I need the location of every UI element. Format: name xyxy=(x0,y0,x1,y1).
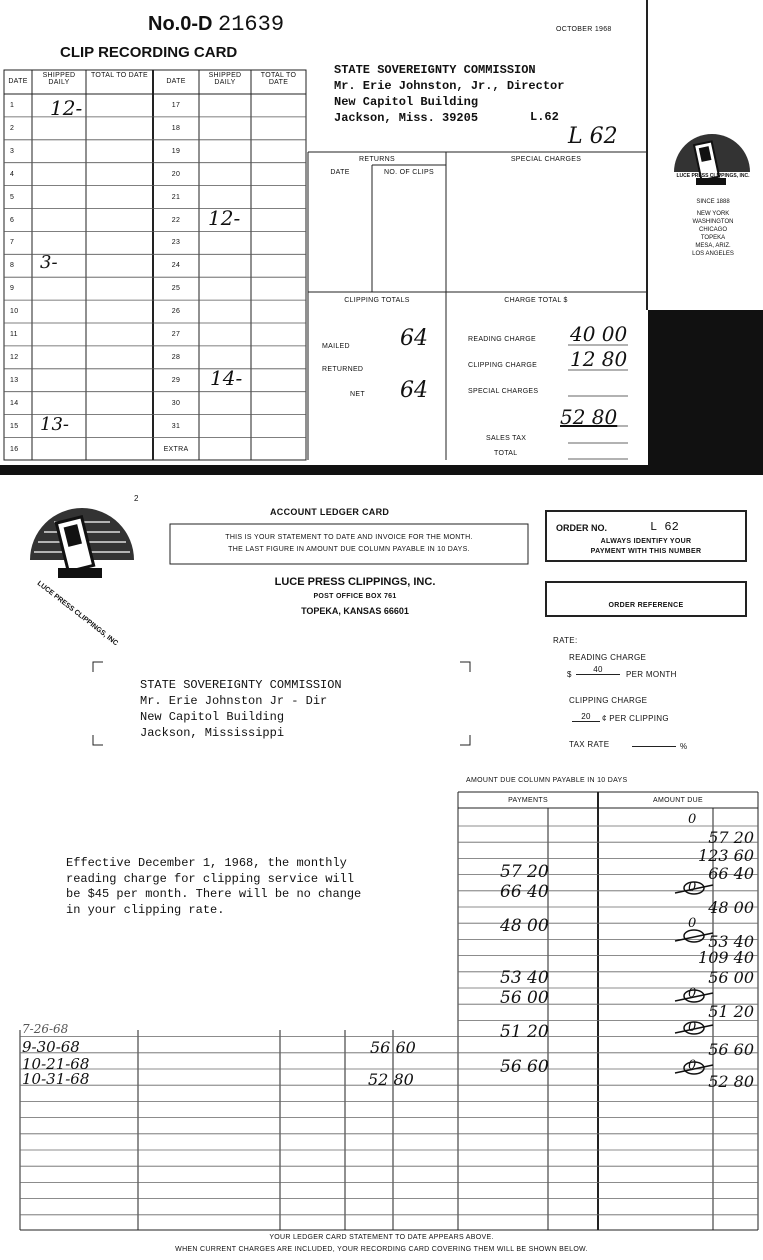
day-number: 2 xyxy=(10,124,15,132)
date-stamp: OCTOBER 1968 xyxy=(556,26,612,33)
rate-label: RATE: xyxy=(553,636,578,645)
order-no-value: L 62 xyxy=(650,520,679,534)
clipping-totals-label: CLIPPING TOTALS xyxy=(344,297,410,304)
rate-reading-label: READING CHARGE xyxy=(569,653,647,662)
day-number: 13 xyxy=(10,376,19,384)
mailed-value: 64 xyxy=(400,326,428,351)
logo-city-1: NEW YORK xyxy=(696,211,730,217)
payment-entry: 48 00 xyxy=(500,916,549,936)
ledger-date-1: 7-26-68 xyxy=(22,1022,69,1036)
net-value: 64 xyxy=(400,378,428,403)
notice-line-4: in your clipping rate. xyxy=(66,902,225,917)
notice-line-2: reading charge for clipping service will xyxy=(66,871,355,886)
rate-change-notice xyxy=(66,856,361,918)
tax-rate-label: TAX RATE xyxy=(569,740,610,749)
payable-note: AMOUNT DUE COLUMN PAYABLE IN 10 DAYS xyxy=(466,777,628,784)
ledger-date-2: 9-30-68 xyxy=(22,1038,80,1056)
address-line-2: Mr. Erie Johnston, Jr., Director xyxy=(334,79,565,93)
rate-reading-dollar: $ xyxy=(567,670,572,679)
logo-city-6: LOS ANGELES xyxy=(692,251,734,257)
day-number: 31 xyxy=(171,422,181,430)
net-label: NET xyxy=(350,391,365,398)
amount-due-entry: 56 60 xyxy=(708,1040,754,1059)
footer-line-2: WHEN CURRENT CHARGES ARE INCLUDED, YOUR RECORDING CARD COVERING THEM WILL BE SHOWN BELOW. xyxy=(175,1246,588,1253)
day-number: 21 xyxy=(171,193,181,201)
returns-label: RETURNS xyxy=(359,156,395,163)
day-number: 27 xyxy=(171,331,181,338)
order-reference-label: ORDER REFERENCE xyxy=(608,602,684,609)
amount-due-entry: 0 xyxy=(688,812,697,827)
col-shipped-right: SHIPPED DAILY xyxy=(208,72,242,86)
statement-line-2: THE LAST FIGURE IN AMOUNT DUE COLUMN PAYABLE IN 10 DAYS. xyxy=(228,546,470,553)
day-number: 28 xyxy=(171,353,181,361)
day-number: 17 xyxy=(171,102,181,109)
day-number: 6 xyxy=(10,216,15,224)
col-date-left: DATE xyxy=(8,78,28,85)
clip-card-code: L.62 xyxy=(530,110,559,124)
amount-due-entry: 48 00 xyxy=(708,898,754,917)
clipping-charge-label: CLIPPING CHARGE xyxy=(468,362,538,369)
payment-entry: 51 20 xyxy=(500,1022,549,1042)
logo-city-5: MESA, ARIZ. xyxy=(695,243,731,249)
col-shipped-left: SHIPPED DAILY xyxy=(42,72,76,86)
page-number: 2 xyxy=(134,494,139,503)
address-line-3: New Capitol Building xyxy=(334,95,479,109)
day-number: 8 xyxy=(10,262,15,270)
rate-clipping-value: 20 xyxy=(572,712,600,722)
ledger-date-4: 10-31-68 xyxy=(22,1070,90,1088)
amount-due-entry: 123 60 xyxy=(698,846,754,865)
col-total-right: TOTAL TO DATE xyxy=(260,72,297,86)
day-number: 20 xyxy=(171,170,181,178)
day-number: 23 xyxy=(171,239,181,247)
day-number: 18 xyxy=(171,124,181,132)
notice-line-1: Effective December 1, 1968, the monthly xyxy=(66,856,347,870)
amount-due-entry: 0 xyxy=(688,880,697,895)
day-number: 7 xyxy=(10,239,15,247)
logo-ledger xyxy=(30,508,134,578)
address-line-4: Jackson, Miss. 39205 xyxy=(334,111,479,125)
po-box: POST OFFICE BOX 761 xyxy=(313,593,397,600)
payment-entry: 66 40 xyxy=(500,882,549,902)
notice-line-3: be $45 per month. There will be no change xyxy=(66,887,362,901)
day-number: 12 xyxy=(10,353,19,361)
mailed-label: MAILED xyxy=(322,343,350,350)
entry-day-1: 12- xyxy=(50,96,83,120)
total-label: TOTAL xyxy=(494,450,518,457)
payments-header: PAYMENTS xyxy=(508,797,548,804)
card-number-prefix: No.0-D xyxy=(148,13,213,35)
day-number: 9 xyxy=(10,285,15,293)
returns-clips-label: NO. OF CLIPS xyxy=(384,169,434,176)
day-number: 19 xyxy=(171,147,181,155)
card-number-value: 21639 xyxy=(218,12,285,37)
tax-rate-blank xyxy=(632,746,676,747)
ledger-address-line-2: Mr. Erie Johnston Jr - Dir xyxy=(140,694,328,708)
amount-due-entry: 0 xyxy=(688,986,697,1001)
logo-city-2: WASHINGTON xyxy=(692,219,734,225)
payment-entry: 57 20 xyxy=(500,862,549,882)
day-number: 15 xyxy=(10,422,19,430)
reading-charge-value: 40 00 xyxy=(570,322,628,346)
order-no-label: ORDER NO. xyxy=(556,523,608,533)
day-number: 1 xyxy=(10,102,15,109)
amount-due-entry: 51 20 xyxy=(708,1002,754,1021)
day-number: 29 xyxy=(171,376,181,384)
day-number: 4 xyxy=(10,170,15,178)
order-identify-1: ALWAYS IDENTIFY YOUR xyxy=(600,538,692,545)
logo-city-3: CHICAGO xyxy=(698,227,727,233)
col-total-left: TOTAL TO DATE xyxy=(90,72,149,79)
special-charges-row-label: SPECIAL CHARGES xyxy=(468,388,539,395)
payment-entry: 53 40 xyxy=(500,968,549,988)
col-date-right: DATE xyxy=(166,78,186,85)
rate-clipping-label: CLIPPING CHARGE xyxy=(569,696,648,705)
day-number: 14 xyxy=(10,399,19,407)
company-city: TOPEKA, KANSAS 66601 xyxy=(301,606,409,616)
amount-due-entry: 0 xyxy=(688,1020,697,1035)
rate-reading-suffix: PER MONTH xyxy=(626,670,677,679)
amount-due-entry: 53 40 xyxy=(708,932,754,951)
company-name: LUCE PRESS CLIPPINGS, INC. xyxy=(274,576,436,588)
day-number: EXTRA xyxy=(163,445,189,453)
amount-due-entry: 56 00 xyxy=(708,968,754,987)
day-number: 30 xyxy=(171,399,181,407)
clipping-charge-value: 12 80 xyxy=(570,347,628,371)
rate-clipping-suffix: ¢ PER CLIPPING xyxy=(602,714,669,723)
returns-date-label: DATE xyxy=(330,169,350,176)
day-number: 3 xyxy=(10,147,15,155)
payment-entry: 56 60 xyxy=(500,1057,549,1077)
entry-day-15: 13- xyxy=(40,414,69,435)
ledger-title: ACCOUNT LEDGER CARD xyxy=(270,507,390,517)
day-number: 16 xyxy=(10,445,19,453)
logo-city-4: TOPEKA xyxy=(700,235,726,241)
statement-line-1: THIS IS YOUR STATEMENT TO DATE AND INVOICE FOR THE MONTH. xyxy=(225,534,473,541)
day-number: 5 xyxy=(10,193,15,201)
reading-charge-label: READING CHARGE xyxy=(468,336,536,343)
logo-since: SINCE 1888 xyxy=(696,199,730,205)
day-number: 26 xyxy=(171,308,181,316)
logo-top-info xyxy=(672,173,754,258)
entry-day-22: 12- xyxy=(208,206,241,230)
clip-card-code-hand: L 62 xyxy=(568,124,618,149)
day-number: 22 xyxy=(171,216,181,224)
amount-due-entry: 109 40 xyxy=(698,948,754,967)
special-charges-label: SPECIAL CHARGES xyxy=(510,156,582,163)
subtotal-value: 52 80 xyxy=(560,405,618,429)
entry-day-8: 3- xyxy=(40,252,58,273)
ledger-address-line-1: STATE SOVEREIGNTY COMMISSION xyxy=(140,678,342,692)
returned-label: RETURNED xyxy=(322,366,364,373)
amount-due-entry: 66 40 xyxy=(708,864,754,883)
amount-due-entry: 52 80 xyxy=(708,1072,754,1091)
amount-due-header: AMOUNT DUE xyxy=(653,797,703,804)
payment-entry: 56 00 xyxy=(500,988,549,1008)
day-number: 24 xyxy=(171,262,181,270)
ledger-address-line-4: Jackson, Mississippi xyxy=(140,726,285,740)
order-identify-2: PAYMENT WITH THIS NUMBER xyxy=(590,548,702,555)
rate-reading-value: 40 xyxy=(576,665,620,675)
clip-card-title: CLIP RECORDING CARD xyxy=(60,44,238,61)
card-number xyxy=(148,12,284,37)
day-number: 11 xyxy=(10,331,18,338)
day-number: 10 xyxy=(10,308,19,316)
amount-due-entry: 57 20 xyxy=(708,828,754,847)
ledger-charge-1: 56 60 xyxy=(370,1038,416,1057)
tax-rate-pct: % xyxy=(680,742,688,751)
ledger-address xyxy=(140,677,342,741)
amount-due-entry: 0 xyxy=(688,1058,697,1073)
ledger-address-line-3: New Capitol Building xyxy=(140,710,285,724)
ledger-charge-2: 52 80 xyxy=(368,1070,414,1089)
amount-due-entry: 0 xyxy=(688,916,697,931)
logo-top-arc: LUCE PRESS CLIPPINGS, INC. xyxy=(676,173,750,179)
logo-ledger-arc: LUCE PRESS CLIPPINGS, INC xyxy=(35,580,120,648)
ledger-date-3: 10-21-68 xyxy=(22,1055,90,1073)
day-number: 25 xyxy=(171,285,181,293)
footer-line-1: YOUR LEDGER CARD STATEMENT TO DATE APPEARS ABOVE. xyxy=(269,1234,494,1241)
entry-day-29: 14- xyxy=(210,366,243,390)
charge-total-label: CHARGE TOTAL $ xyxy=(504,297,568,304)
sales-tax-label: SALES TAX xyxy=(486,435,527,442)
address-line-1: STATE SOVEREIGNTY COMMISSION xyxy=(334,63,536,77)
